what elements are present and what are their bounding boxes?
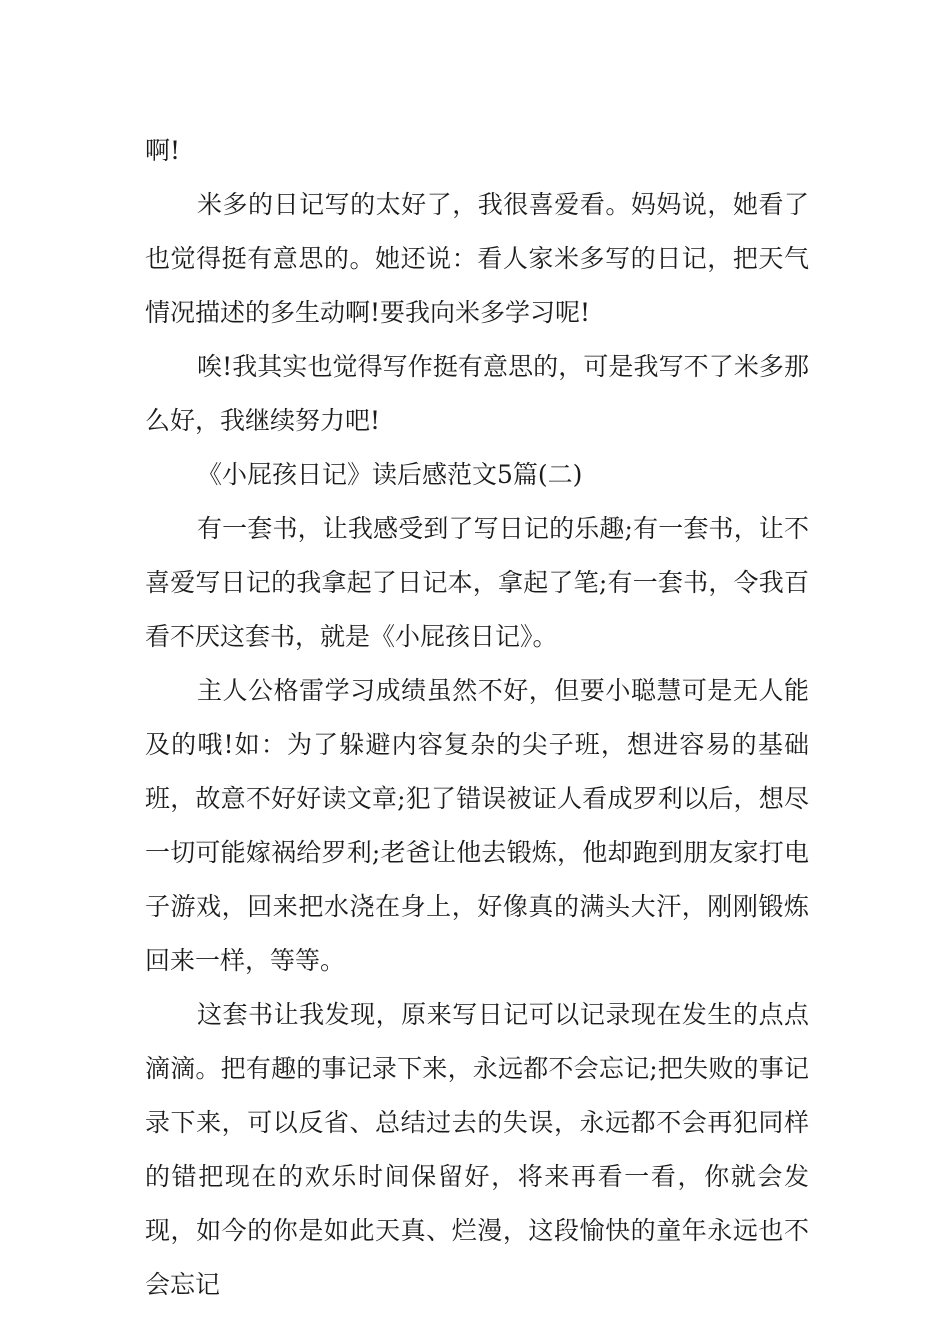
paragraph-book-intro: 有一套书，让我感受到了写日记的乐趣;有一套书，让不喜爱写日记的我拿起了日记本，拿起了笔;有一套书，令我百看不厌这套书，就是《小屁孩日记》。 (145, 514, 809, 651)
paragraph-greg-cleverness: 主人公格雷学习成绩虽然不好，但要小聪慧可是无人能及的哦!如：为了躲避内容复杂的尖子班，想进容易的基础班，故意不好好读文章;犯了错误被证人看成罗利以后，想尽一切可能嫁祸给罗利;老爸让他去锻炼，他却跑到朋友家打电子游戏，回来把水浇在身上，好像真的满头大汗，刚刚锻炼回来一样，等等。 (145, 676, 809, 975)
paragraph-diary-value: 这套书让我发现，原来写日记可以记录现在发生的点点滴滴。把有趣的事记录下来，永远都不会忘记;把失败的事记录下来，可以反省、总结过去的失误，永远都不会再犯同样的错把现在的欢乐时间保留好，将来再看一看，你就会发现，如今的你是如此天真、烂漫，这段愉快的童年永远也不会忘记 (145, 1000, 809, 1299)
section-heading: 《小屁孩日记》读后感范文5篇(二) (197, 460, 583, 489)
paragraph-writing-effort: 唉!我其实也觉得写作挺有意思的，可是我写不了米多那么好，我继续努力吧! (145, 352, 809, 435)
document-body (145, 124, 809, 1312)
paragraph-continuation: 啊! (145, 136, 181, 165)
paragraph-mido-diary: 米多的日记写的太好了，我很喜爱看。妈妈说，她看了也觉得挺有意思的。她还说：看人家米多写的日记，把天气情况描述的多生动啊!要我向米多学习呢! (145, 190, 809, 327)
